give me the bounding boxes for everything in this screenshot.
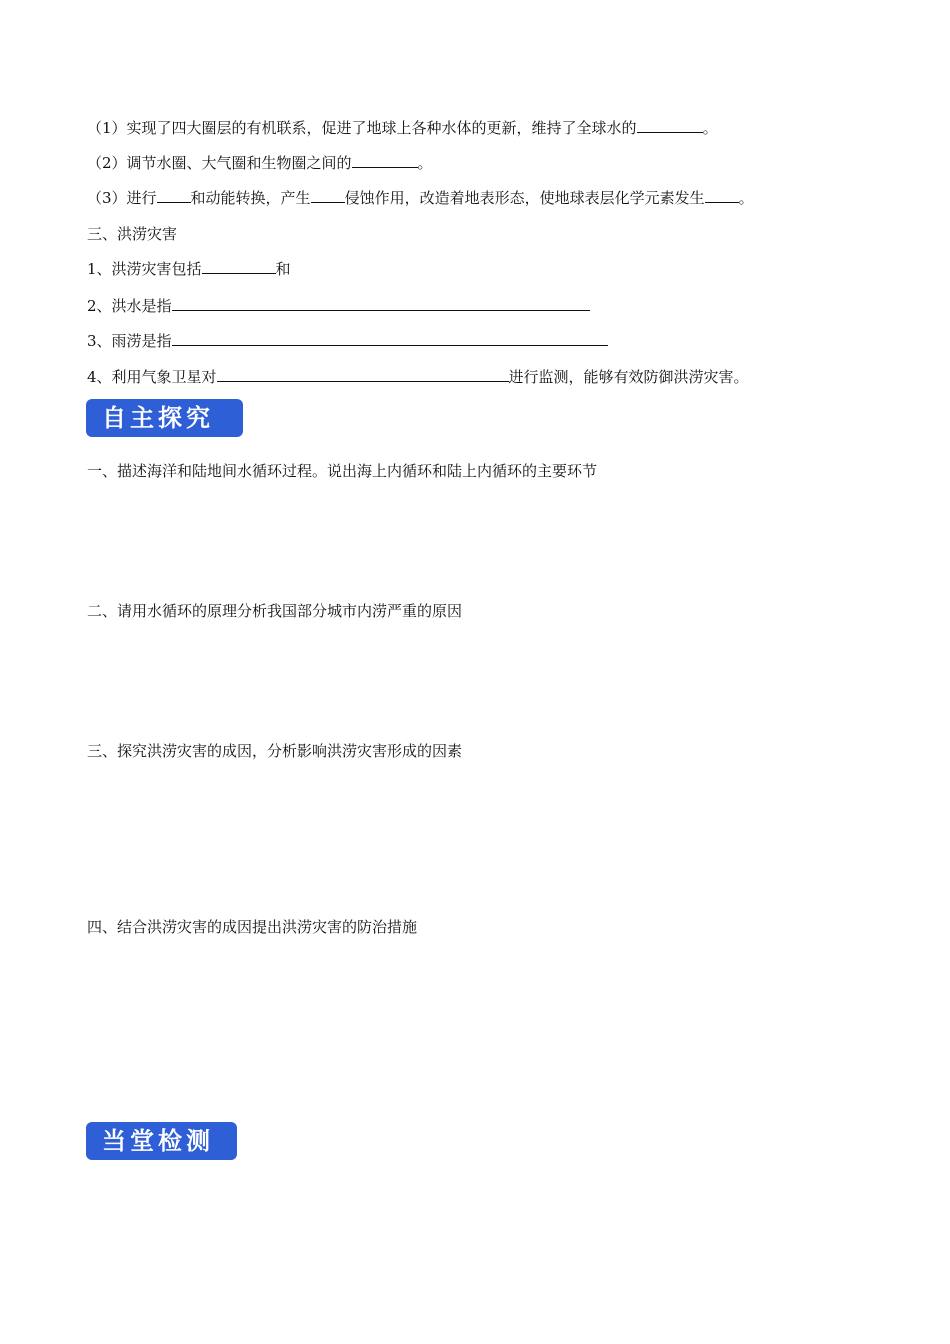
test-badge: 当堂检测 — [86, 1122, 237, 1160]
answer-blank[interactable] — [217, 366, 509, 382]
flood-question-2 — [87, 295, 590, 316]
answer-blank[interactable] — [352, 152, 418, 168]
answer-blank[interactable] — [637, 117, 703, 133]
function-item-3-mid1: 和动能转换，产生 — [190, 189, 311, 207]
function-item-3-text: （3）进行 — [87, 189, 157, 207]
function-item-2-text: （2）调节水圈、大气圈和生物圈之间的 — [87, 154, 352, 172]
explore-question-3: 三、探究洪涝灾害的成因，分析影响洪涝灾害形成的因素 — [87, 742, 463, 760]
function-item-3-mid2: 侵蚀作用，改造着地表形态，使地球表层化学元素发生 — [344, 189, 705, 207]
answer-blank[interactable] — [705, 187, 739, 203]
explore-badge: 自主探究 — [86, 399, 243, 437]
flood-question-2-text: 2、洪水是指 — [87, 297, 172, 315]
flood-question-1-text: 1、洪涝灾害包括 — [87, 260, 202, 278]
answer-blank[interactable] — [172, 330, 608, 346]
function-item-2-end: 。 — [417, 154, 433, 172]
function-item-2 — [87, 152, 433, 173]
explore-question-2: 二、请用水循环的原理分析我国部分城市内涝严重的原因 — [87, 602, 463, 620]
function-item-1 — [87, 117, 718, 138]
function-item-3 — [87, 187, 754, 208]
explore-question-4: 四、结合洪涝灾害的成因提出洪涝灾害的防治措施 — [87, 918, 418, 936]
answer-blank[interactable] — [157, 187, 191, 203]
function-item-3-end: 。 — [738, 189, 754, 207]
explore-question-1: 一、描述海洋和陆地间水循环过程。说出海上内循环和陆上内循环的主要环节 — [87, 462, 598, 480]
answer-blank[interactable] — [311, 187, 345, 203]
flood-heading: 三、洪涝灾害 — [87, 225, 178, 243]
flood-question-1-end: 和 — [275, 260, 291, 278]
flood-question-4 — [87, 366, 749, 387]
function-item-1-text: （1）实现了四大圈层的有机联系，促进了地球上各种水体的更新，维持了全球水的 — [87, 119, 637, 137]
flood-question-4-end: 进行监测，能够有效防御洪涝灾害。 — [508, 368, 749, 386]
answer-blank[interactable] — [172, 295, 590, 311]
flood-question-4-text: 4、利用气象卫星对 — [87, 368, 217, 386]
flood-question-1 — [87, 258, 291, 279]
flood-question-3-text: 3、雨涝是指 — [87, 332, 172, 350]
function-item-1-end: 。 — [702, 119, 718, 137]
answer-blank[interactable] — [202, 258, 276, 274]
flood-question-3 — [87, 330, 608, 351]
